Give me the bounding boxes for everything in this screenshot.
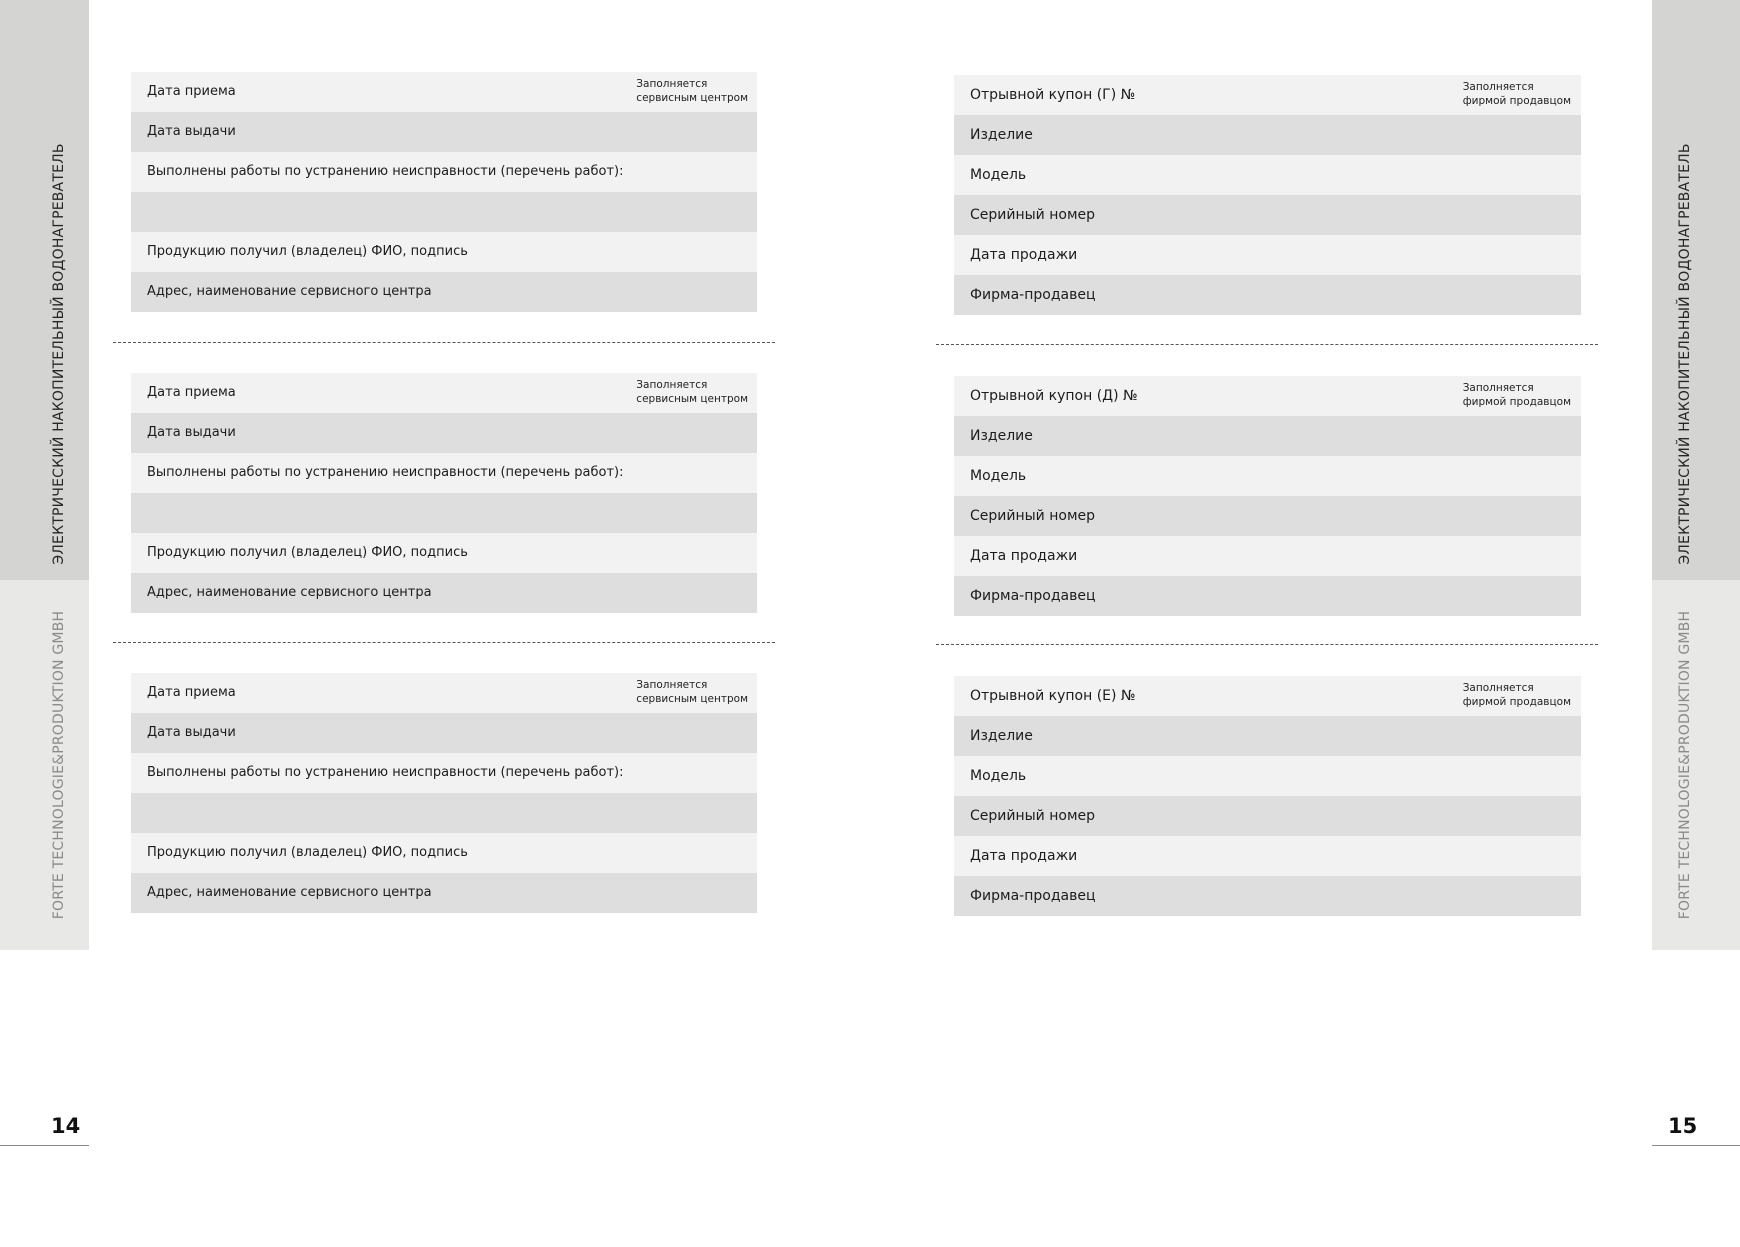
service-form-1 xyxy=(131,72,757,312)
row-label: Серийный номер xyxy=(970,508,1096,524)
row-label: Адрес, наименование сервисного центра xyxy=(147,885,432,900)
row-label: Модель xyxy=(970,768,1027,784)
right-sidebar-company xyxy=(1652,580,1740,950)
row-serial[interactable] xyxy=(954,195,1581,235)
product-vertical-label: ЭЛЕКТРИЧЕСКИЙ НАКОПИТЕЛЬНЫЙ ВОДОНАГРЕВАТЕЛЬ xyxy=(51,143,67,565)
row-label: Дата приема xyxy=(147,385,236,400)
note-line: Заполняется xyxy=(1462,682,1534,694)
cut-line xyxy=(936,344,1598,345)
seller-note xyxy=(1463,381,1571,409)
row-date-in[interactable] xyxy=(131,72,757,112)
coupon-title: Отрывной купон (Е) № xyxy=(970,688,1136,704)
note-line: фирмой продавцом xyxy=(1462,396,1571,408)
row-date-out[interactable] xyxy=(131,112,757,152)
page-number-left: 14 xyxy=(51,1114,81,1138)
row-model[interactable] xyxy=(954,155,1581,195)
row-label: Изделие xyxy=(970,127,1033,143)
cut-line xyxy=(936,644,1598,645)
row-date-in[interactable] xyxy=(131,373,757,413)
row-sale-date[interactable] xyxy=(954,536,1581,576)
company-vertical-label: FORTE TECHNOLOGIE&PRODUKTION GMBH xyxy=(1677,610,1693,920)
row-label: Продукцию получил (владелец) ФИО, подпись xyxy=(147,845,468,860)
row-label: Адрес, наименование сервисного центра xyxy=(147,284,432,299)
row-product[interactable] xyxy=(954,115,1581,155)
row-sale-date[interactable] xyxy=(954,836,1581,876)
row-label: Дата продажи xyxy=(970,848,1078,864)
row-received[interactable] xyxy=(131,533,757,573)
coupon-d xyxy=(954,376,1581,616)
row-label: Дата приема xyxy=(147,84,236,99)
row-label: Фирма-продавец xyxy=(970,888,1096,904)
row-label: Дата продажи xyxy=(970,247,1078,263)
row-date-out[interactable] xyxy=(131,413,757,453)
row-label: Серийный номер xyxy=(970,808,1096,824)
service-form-2 xyxy=(131,373,757,613)
note-line: фирмой продавцом xyxy=(1462,95,1571,107)
row-label: Модель xyxy=(970,468,1027,484)
service-center-note xyxy=(636,678,748,706)
note-line: фирмой продавцом xyxy=(1462,696,1571,708)
row-coupon-title[interactable] xyxy=(954,676,1581,716)
row-label: Фирма-продавец xyxy=(970,588,1096,604)
row-works[interactable] xyxy=(131,152,757,192)
row-sale-date[interactable] xyxy=(954,235,1581,275)
note-line: Заполняется xyxy=(636,78,708,90)
row-label: Дата выдачи xyxy=(147,725,236,740)
row-label: Выполнены работы по устранению неисправности (перечень работ): xyxy=(147,465,624,480)
page-number-rule-left xyxy=(0,1145,89,1146)
coupon-e xyxy=(954,676,1581,916)
row-label: Продукцию получил (владелец) ФИО, подпись xyxy=(147,244,468,259)
page-number-rule-right xyxy=(1652,1145,1740,1146)
note-line: Заполняется xyxy=(636,679,708,691)
row-address[interactable] xyxy=(131,873,757,913)
row-seller[interactable] xyxy=(954,275,1581,315)
cut-line xyxy=(113,642,775,643)
row-label: Дата выдачи xyxy=(147,124,236,139)
row-model[interactable] xyxy=(954,756,1581,796)
note-line: сервисным центром xyxy=(636,393,748,405)
row-model[interactable] xyxy=(954,456,1581,496)
row-date-out[interactable] xyxy=(131,713,757,753)
row-label: Дата выдачи xyxy=(147,425,236,440)
note-line: Заполняется xyxy=(1462,382,1534,394)
row-works[interactable] xyxy=(131,453,757,493)
service-center-note xyxy=(636,77,748,105)
company-vertical-label: FORTE TECHNOLOGIE&PRODUKTION GMBH xyxy=(51,610,67,920)
coupon-g xyxy=(954,75,1581,315)
row-address[interactable] xyxy=(131,573,757,613)
row-serial[interactable] xyxy=(954,496,1581,536)
product-vertical-label: ЭЛЕКТРИЧЕСКИЙ НАКОПИТЕЛЬНЫЙ ВОДОНАГРЕВАТЕЛЬ xyxy=(1677,143,1693,565)
row-label: Дата продажи xyxy=(970,548,1078,564)
row-received[interactable] xyxy=(131,833,757,873)
row-label: Модель xyxy=(970,167,1027,183)
seller-note xyxy=(1463,681,1571,709)
row-date-in[interactable] xyxy=(131,673,757,713)
left-sidebar-company xyxy=(0,580,89,950)
row-coupon-title[interactable] xyxy=(954,75,1581,115)
row-seller[interactable] xyxy=(954,876,1581,916)
service-center-note xyxy=(636,378,748,406)
row-label: Выполнены работы по устранению неисправности (перечень работ): xyxy=(147,164,624,179)
service-form-3 xyxy=(131,673,757,913)
row-label: Выполнены работы по устранению неисправности (перечень работ): xyxy=(147,765,624,780)
row-coupon-title[interactable] xyxy=(954,376,1581,416)
cut-line xyxy=(113,342,775,343)
note-line: Заполняется xyxy=(1462,81,1534,93)
row-received[interactable] xyxy=(131,232,757,272)
row-label: Дата приема xyxy=(147,685,236,700)
row-works-blank[interactable] xyxy=(131,793,757,833)
row-label: Адрес, наименование сервисного центра xyxy=(147,585,432,600)
row-works-blank[interactable] xyxy=(131,493,757,533)
row-works-blank[interactable] xyxy=(131,192,757,232)
row-label: Серийный номер xyxy=(970,207,1096,223)
row-product[interactable] xyxy=(954,416,1581,456)
row-serial[interactable] xyxy=(954,796,1581,836)
page-number-right: 15 xyxy=(1668,1114,1698,1138)
row-label: Продукцию получил (владелец) ФИО, подпись xyxy=(147,545,468,560)
row-seller[interactable] xyxy=(954,576,1581,616)
coupon-title: Отрывной купон (Д) № xyxy=(970,388,1138,404)
row-label: Изделие xyxy=(970,728,1033,744)
note-line: Заполняется xyxy=(636,379,708,391)
row-label: Фирма-продавец xyxy=(970,287,1096,303)
row-label: Изделие xyxy=(970,428,1033,444)
note-line: сервисным центром xyxy=(636,693,748,705)
row-works[interactable] xyxy=(131,753,757,793)
coupon-title: Отрывной купон (Г) № xyxy=(970,87,1136,103)
seller-note xyxy=(1463,80,1571,108)
row-product[interactable] xyxy=(954,716,1581,756)
right-sidebar-product xyxy=(1652,0,1740,580)
note-line: сервисным центром xyxy=(636,92,748,104)
left-sidebar-product xyxy=(0,0,89,580)
row-address[interactable] xyxy=(131,272,757,312)
